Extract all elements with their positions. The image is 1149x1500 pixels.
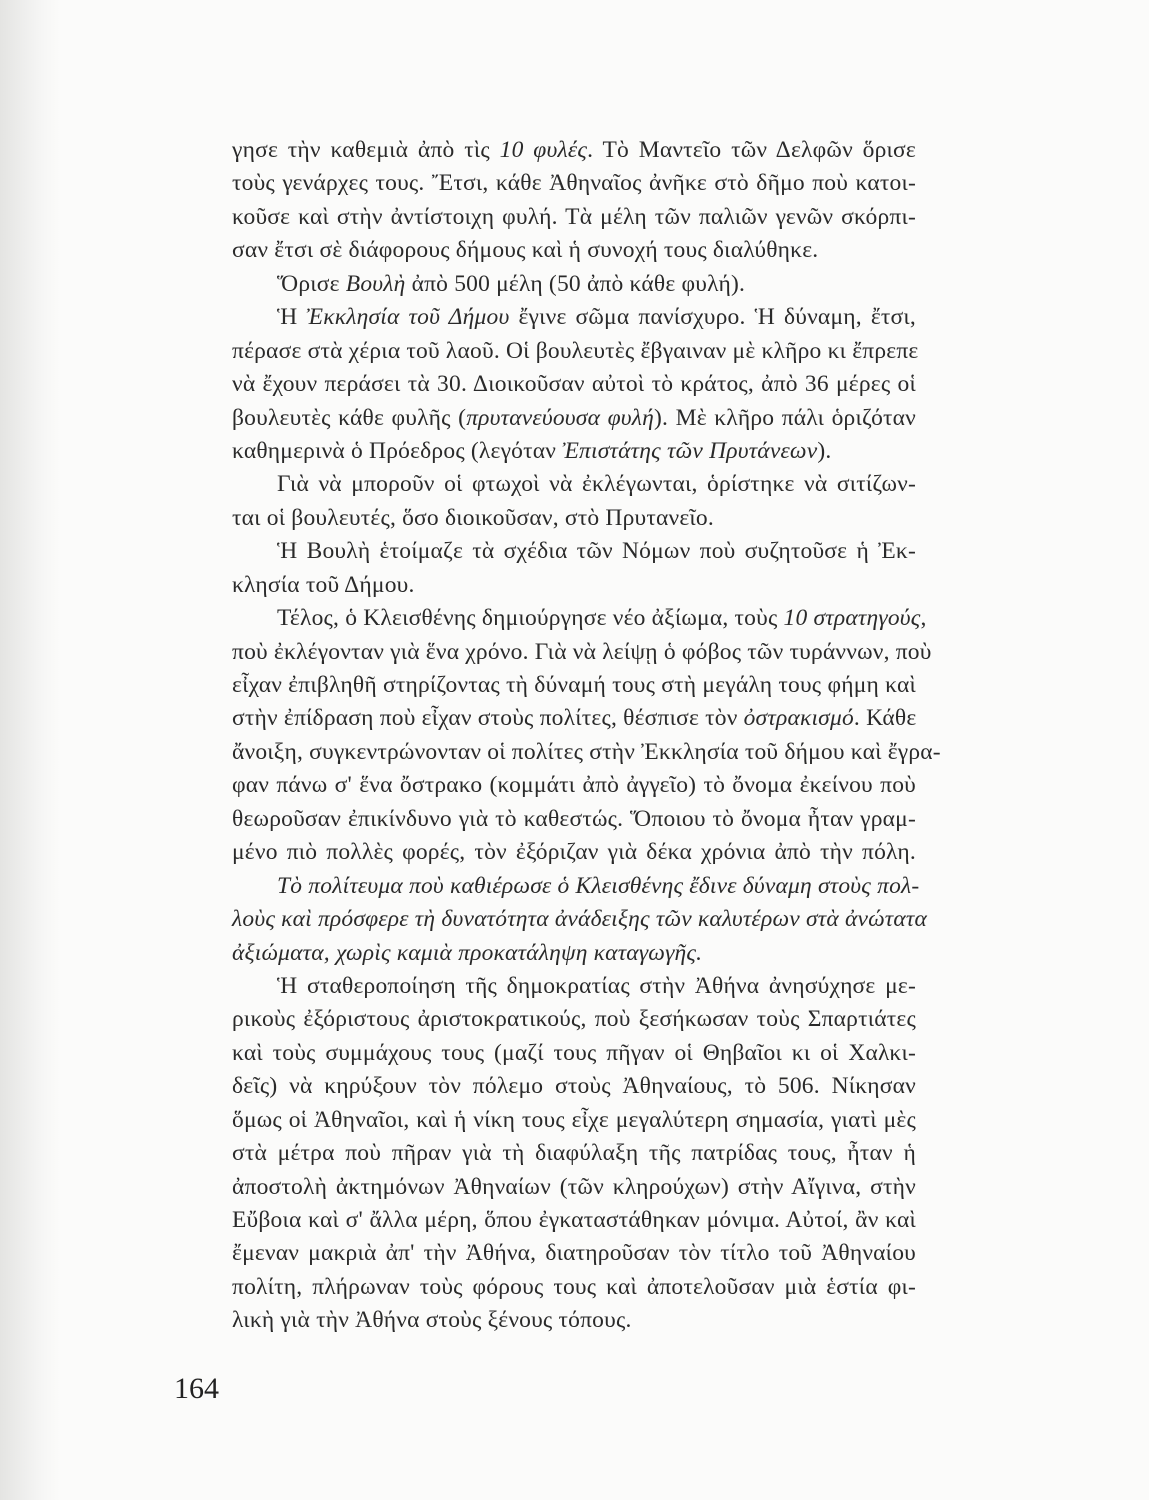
text-segment: βουλευτὲς κάθε φυλῆς (: [232, 404, 467, 431]
text-segment: ἄνοιξη, συγκεντρώνονταν οἱ πολίτες στὴν Ἐκκλησία τοῦ δήμου καὶ ἔγρα-: [232, 738, 941, 765]
text-segment: ἔμεναν μακριὰ ἀπ' τὴν Ἀθήνα, διατηροῦσαν τὸν τίτλο τοῦ Ἀθηναίου: [232, 1240, 916, 1267]
text-line: [232, 970, 916, 1003]
italic-text: 10 φυλές: [499, 137, 588, 163]
text-line: [232, 903, 928, 936]
text-line: [232, 502, 916, 535]
text-segment: γησε τὴν καθεμιὰ ἀπὸ τὶς: [232, 137, 500, 163]
text-line: [232, 870, 920, 903]
italic-text: Βουλὴ: [345, 270, 406, 297]
text-segment: λικὴ γιὰ τὴν Ἀθήνα στοὺς ξένους τόπους.: [232, 1307, 632, 1334]
body-text: [232, 134, 941, 1338]
text-segment: φαν πάνω σ' ἕνα ὄστρακο (κομμάτι ἀπὸ ἀγγεῖο) τὸ ὄνομα ἐκείνου ποὺ: [232, 772, 916, 799]
text-line: [232, 836, 916, 869]
text-segment: δεῖς) νὰ κηρύξουν τὸν πόλεμο στοὺς Ἀθηναίους, τὸ 506. Νίκησαν: [232, 1073, 916, 1100]
text-segment: ρικοὺς ἐξόριστους ἀριστοκρατικούς, ποὺ ξεσήκωσαν τοὺς Σπαρτιάτες: [232, 1006, 916, 1033]
text-line: [232, 602, 927, 635]
text-line: [232, 268, 916, 301]
text-segment: ). Μὲ κλῆρο πάλι ὁριζόταν: [654, 404, 917, 431]
text-segment: κοῦσε καὶ στὴν ἀντίστοιχη φυλή. Τὰ μέλη τῶν παλιῶν γενῶν σκόρπι-: [232, 203, 916, 230]
text-line: [232, 1171, 916, 1204]
text-line: [232, 1271, 916, 1304]
text-line: [232, 1104, 916, 1137]
text-segment: πέρασε στὰ χέρια τοῦ λαοῦ. Οἱ βουλευτὲς ἔβγαιναν μὲ κλῆρο κι ἔπρεπε: [232, 337, 919, 364]
text-segment: νὰ ἔχουν περάσει τὰ 30. Διοικοῦσαν αὐτοὶ τὸ κράτος, ἀπὸ 36 μέρες οἱ: [232, 371, 916, 398]
text-segment: . Τὸ Μαντεῖο τῶν Δελφῶν ὅρισε: [587, 137, 916, 163]
text-segment: στὴν ἐπίδραση ποὺ εἶχαν στοὺς πολίτες, θέσπισε τὸν: [232, 705, 744, 732]
text-line: [232, 636, 932, 669]
text-segment: τοὺς γενάρχες τους. Ἔτσι, κάθε Ἀθηναῖος ἀνῆκε στὸ δῆμο ποὺ κατοι-: [232, 170, 916, 197]
text-line: [232, 1037, 916, 1070]
text-segment: Εὔβοια καὶ σ' ἄλλα μέρη, ὅπου ἐγκαταστάθηκαν μόνιμα. Αὐτοί, ἂν καὶ: [232, 1207, 916, 1233]
italic-text: λοὺς καὶ πρόσφερε τὴ δυνατότητα ἀνάδειξης τῶν καλυτέρων στὰ ἀνώτατα: [232, 906, 928, 933]
text-segment: ὅμως οἱ Ἀθηναῖοι, καὶ ἡ νίκη τους εἶχε μεγαλύτερη σημασία, γιατὶ μὲς: [232, 1106, 916, 1133]
text-segment: στὰ μέτρα ποὺ πῆραν γιὰ τὴ διαφύλαξη τῆς πατρίδας τους, ἦταν ἡ: [232, 1140, 916, 1167]
text-segment: εἶχαν ἐπιβληθῆ στηρίζοντας τὴ δύναμή τους στὴ μεγάλη τους φήμη καὶ: [232, 672, 916, 698]
text-line: [232, 937, 916, 970]
text-segment: κλησία τοῦ Δήμου.: [232, 571, 415, 598]
text-line: [232, 1304, 916, 1337]
text-segment: ,: [920, 605, 927, 632]
text-segment: Ἡ Βουλὴ ἑτοίμαζε τὰ σχέδια τῶν Νόμων ποὺ συζητοῦσε ἡ Ἐκ-: [277, 538, 916, 565]
italic-text: Ἐκκλησία τοῦ Δήμου: [306, 304, 510, 331]
page-number: 164: [174, 1372, 219, 1405]
text-segment: θεωροῦσαν ἐπικίνδυνο γιὰ τὸ καθεστώς. Ὅποιου τὸ ὄνομα ἦταν γραμ-: [232, 805, 916, 832]
text-line: [232, 702, 916, 735]
text-line: [232, 1204, 916, 1237]
text-line: [232, 335, 919, 368]
text-segment: Τέλος, ὁ Κλεισθένης δημιούργησε νέο ἀξίωμα, τοὺς: [277, 605, 784, 632]
text-line: [232, 1237, 916, 1270]
text-segment: Ὅρισε: [277, 270, 346, 297]
text-segment: πολίτη, πλήρωναν τοὺς φόρους τους καὶ ἀποτελοῦσαν μιὰ ἑστία φι-: [232, 1273, 916, 1300]
text-line: [232, 1003, 916, 1036]
text-segment: ται οἱ βουλευτές, ὅσο διοικοῦσαν, στὸ Πρυτανεῖο.: [232, 504, 714, 531]
text-line: [232, 569, 916, 602]
text-segment: μένο πιὸ πολλὲς φορές, τὸν ἐξόριζαν γιὰ δέκα χρόνια ἀπὸ τὴν πόλη.: [232, 839, 916, 866]
text-segment: ἀπὸ 500 μέλη (50 ἀπὸ κάθε φυλή).: [405, 270, 746, 297]
text-line: [232, 435, 916, 468]
text-line: [232, 736, 941, 769]
text-line: [232, 803, 916, 836]
text-segment: Ἡ: [277, 304, 307, 331]
text-segment: ποὺ ἐκλέγονταν γιὰ ἕνα χρόνο. Γιὰ νὰ λείψῃ ὁ φόβος τῶν τυράννων, ποὺ: [232, 638, 932, 665]
text-segment: ).: [817, 437, 832, 464]
text-segment: Ἡ σταθεροποίηση τῆς δημοκρατίας στὴν Ἀθήνα ἀνησύχησε με-: [277, 972, 916, 999]
text-line: [232, 669, 916, 702]
text-segment: καὶ τοὺς συμμάχους τους (μαζί τους πῆγαν οἱ Θηβαῖοι κι οἱ Χαλκι-: [232, 1039, 916, 1066]
text-line: [232, 301, 916, 334]
text-segment: ἀποστολὴ ἀκτημόνων Ἀθηναίων (τῶν κληρούχων) στὴν Αἴγινα, στὴν: [232, 1173, 916, 1200]
text-line: [232, 1070, 916, 1103]
text-line: [232, 402, 916, 435]
text-line: [232, 1137, 916, 1170]
text-line: [232, 468, 916, 501]
text-segment: ἔγινε σῶμα πανίσχυρο. Ἡ δύναμη, ἔτσι,: [509, 304, 916, 331]
text-line: [232, 234, 916, 267]
text-line: [232, 201, 916, 234]
italic-text: Ἐπιστάτης τῶν Πρυτάνεων: [562, 437, 818, 464]
text-line: [232, 769, 916, 802]
text-segment: . Κάθε: [853, 705, 917, 732]
text-segment: σαν ἔτσι σὲ διάφορους δήμους καὶ ἡ συνοχή τους διαλύθηκε.: [232, 237, 819, 264]
text-line: [232, 535, 916, 568]
italic-text: Τὸ πολίτευμα ποὺ καθιέρωσε ὁ Κλεισθένης ἔδινε δύναμη στοὺς πολ-: [277, 872, 920, 899]
italic-text: ὀστρακισμό: [743, 705, 854, 732]
italic-text: πρυτανεύουσα φυλή: [466, 404, 655, 431]
text-segment: καθημερινὰ ὁ Πρόεδρος (λεγόταν: [232, 437, 563, 464]
text-line: [232, 167, 916, 200]
italic-text: 10 στρατηγούς: [783, 605, 921, 632]
text-line: [232, 134, 916, 167]
text-line: [232, 368, 916, 401]
text-segment: Γιὰ νὰ μποροῦν οἱ φτωχοὶ νὰ ἐκλέγωνται, ὁρίστηκε νὰ σιτίζων-: [277, 471, 916, 498]
scan-shadow: [0, 0, 60, 1500]
italic-text: ἀξιώματα, χωρὶς καμιὰ προκατάληψη καταγωγῆς.: [232, 939, 703, 966]
